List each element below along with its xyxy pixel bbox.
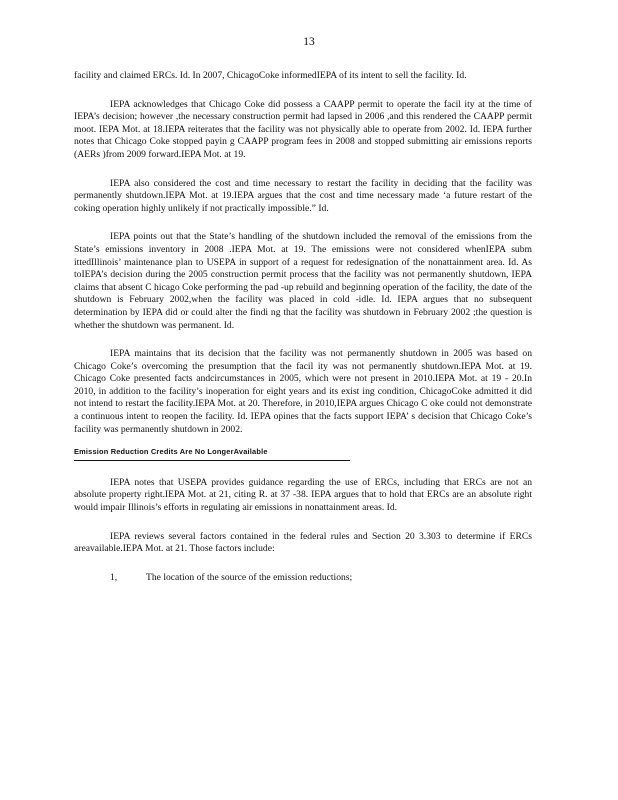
- paragraph-continuation: facility and claimed ERCs. Id. In 2007, ChicagoCoke informedIEPA of its intent to sell the facility. Id.: [74, 70, 467, 81]
- list-item: [74, 572, 532, 585]
- paragraph-shutdown-handling: IEPA points out that the State’s handling of the shutdown included the removal of the emissions from the State’s emissions inventory in 2008 .IEPA Mot. at 19. The emissions were not considered whenIEPA subm ittedIllinois’ maintenance plan to USEPA in support of a request for redesignation of the nonattainment area. Id. As toIEPA’s decision during the 2005 construction permit process that the facility was not permanently shutdown, IEPA claims that absent C hicago Coke performing the pad -up rebuild and beginning operation of the facility, the date of the shutdown is February 2002,when the facility was placed in cold -idle. Id. IEPA argues that no subsequent determination by IEPA did or could alter the findi ng that the facility was shutdown in February 2002 ;the question is whether the shutdown was permanent. Id.: [74, 231, 532, 331]
- page-number: 13: [303, 36, 315, 48]
- list-item-text: The location of the source of the emission reductions;: [146, 571, 353, 583]
- paragraph-erc-guidance: IEPA notes that USEPA provides guidance regarding the use of ERCs, including that ERCs are not an absolute property right.IEPA Mot. at 21, citing R. at 37 -38. IEPA argues that to hold that ERCs are an absolute right would impair Illinois’s efforts in regulating air emissions in nonattainment areas. Id.: [74, 476, 532, 514]
- paragraph-caapp-permit: IEPA acknowledges that Chicago Coke did possess a CAAPP permit to operate the facil ity at the time of IEPA’s decision; however ,the necessary construction permit had lapsed in 2006 ,and this rendered the CAAPP permit moot. IEPA Mot. at 18.IEPA reiterates that the facility was not physically able to operate from 2002. Id. IEPA further notes that Chicago Coke stopped payin g CAAPP program fees in 2008 and stopped submitting air emissions reports (AERs )from 2009 forward.IEPA Mot. at 19.: [74, 98, 532, 160]
- document-body: [74, 70, 532, 584]
- list-item-number: 1,: [110, 571, 118, 583]
- section-heading: Emission Reduction Credits Are No LongerAvailable: [74, 446, 350, 461]
- paragraph-intent-to-reopen: IEPA maintains that its decision that the facility was not permanently shutdown in 2005 was based on Chicago Coke’s overcoming the presumption that the facil ity was not permanently shutdown.IEPA Mot. at 19. Chicago Coke presented facts andcircumstances in 2005, which were not present in 2010.IEPA Mot. at 19 - 20.In 2010, in addition to the facility’s inoperation for eight years and its exist ing condition, ChicagoCoke admitted it did not intend to restart the facility.IEPA Mot. at 20. Therefore, in 2010,IEPA argues Chicago C oke could not demonstrate a continuous intent to reopen the facility. Id. IEPA opines that the facts support IEPA’ s decision that Chicago Coke’s facility was permanently shutdown in 2002.: [74, 348, 532, 435]
- paragraph-factors-intro: IEPA reviews several factors contained in the federal rules and Section 20 3.303 to determine if ERCs areavailable.IEPA Mot. at 21. Those factors include:: [74, 530, 532, 555]
- paragraph-restart-cost: IEPA also considered the cost and time necessary to restart the facility in deciding that the facility was permanently shutdown.IEPA Mot. at 19.IEPA argues that the cost and time necessary made ‘a future restart of the coking operation highly unlikely if not practically impossible.” Id.: [74, 177, 532, 214]
